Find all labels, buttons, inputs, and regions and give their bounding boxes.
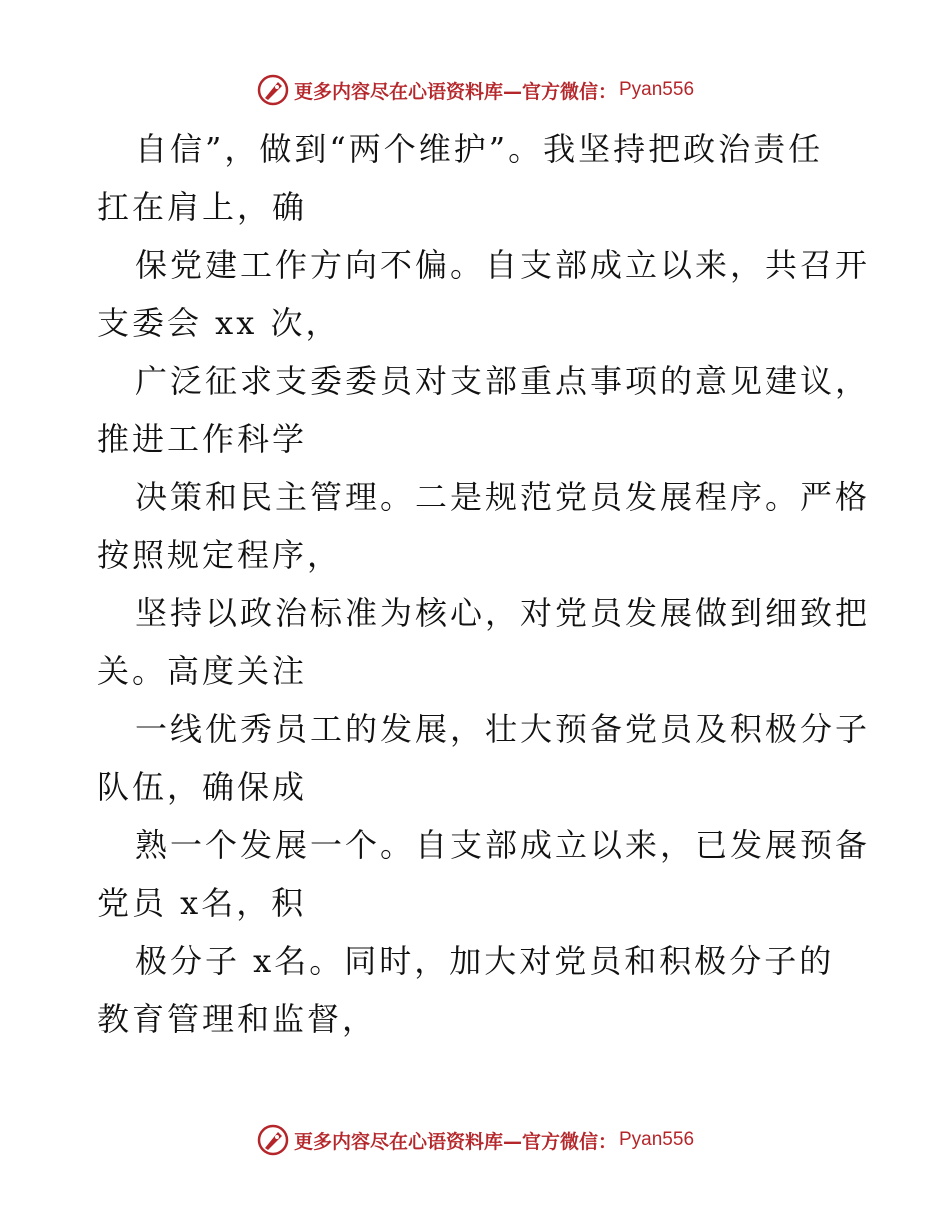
document-line: 坚持以政治标准为核心，对党员发展做到细致把 — [135, 594, 871, 632]
footer-banner-text: 更多内容尽在心语资料库—官方微信： — [293, 1130, 617, 1153]
document-line: 队伍，确保成 — [97, 768, 308, 806]
document-line: 熟一个发展一个。自支部成立以来，已发展预备 — [135, 826, 871, 864]
document-line: 广泛征求支委委员对支部重点事项的意见建议， — [135, 362, 871, 400]
pen-nib-logo-icon — [256, 1123, 290, 1157]
document-line: 支委会 xx 次， — [97, 304, 341, 342]
footer-watermark-banner — [0, 1120, 950, 1160]
document-body — [97, 120, 871, 1048]
footer-banner-wechat-id: Pyan556 — [619, 1129, 695, 1150]
document-line: 党员 x名，积 — [97, 884, 307, 922]
document-line: 决策和民主管理。二是规范党员发展程序。严格 — [135, 478, 871, 516]
document-line: 教育管理和监督， — [97, 1000, 378, 1038]
document-line: 按照规定程序， — [97, 536, 343, 574]
document-line: 保党建工作方向不偏。自支部成立以来，共召开 — [135, 246, 871, 284]
header-banner-text: 更多内容尽在心语资料库—官方微信： — [293, 80, 617, 103]
header-watermark-banner — [0, 70, 950, 110]
document-line: 极分子 x名。同时，加大对党员和积极分子的 — [135, 942, 835, 980]
document-line: 一线优秀员工的发展，壮大预备党员及积极分子 — [135, 710, 871, 748]
document-line: 推进工作科学 — [97, 420, 308, 458]
document-line: 扛在肩上，确 — [97, 188, 308, 226]
pen-nib-logo-icon — [256, 73, 290, 107]
document-line: 自信”，做到“两个维护”。我坚持把政治责任 — [135, 130, 824, 168]
header-banner-wechat-id: Pyan556 — [619, 79, 695, 100]
document-line: 关。高度关注 — [97, 652, 308, 690]
